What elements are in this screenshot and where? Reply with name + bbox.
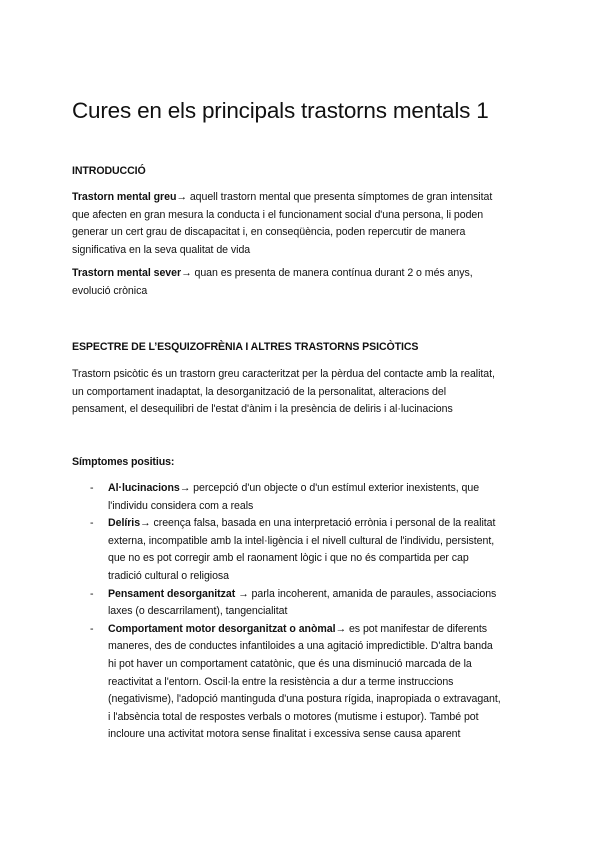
psychotic-disorder-definition <box>72 366 532 419</box>
list-item-line: incloure una activitat motora sense finalitat i excessiva sense causa aparent <box>108 728 461 741</box>
arrow-icon: → <box>181 267 192 279</box>
arrow-icon: → <box>179 482 191 494</box>
definition-line: evolució crònica <box>72 284 148 297</box>
definition-line <box>72 189 532 207</box>
symptom-term: Delíris <box>108 517 141 530</box>
paragraph-line: un comportament inadaptat, la desorganització de la personalitat, alteracions del <box>72 385 447 398</box>
dash-bullet-icon: - <box>90 482 94 494</box>
list-item-line: reactivitat a l'entorn. Oscil·la entre la resistència a dur a terme instruccions <box>108 675 454 688</box>
list-item-line <box>108 480 542 498</box>
sever-disorder-definition <box>72 265 532 300</box>
list-item-line <box>108 515 542 533</box>
dash-bullet-icon: - <box>90 587 94 600</box>
list-item-line: (negativisme), l'adopció mantinguda d'una postura rígida, inapropiada o extravagant, <box>108 693 501 706</box>
symptom-text: percepció d'un objecte o d'un estímul exterior inexistents, que <box>190 482 480 494</box>
arrow-icon: → <box>176 191 187 203</box>
definition-term: Trastorn mental greu <box>72 191 177 203</box>
list-item <box>72 480 542 515</box>
arrow-icon: → <box>235 587 249 600</box>
positive-symptoms-list <box>72 480 542 744</box>
spectrum-heading: ESPECTRE DE L’ESQUIZOFRÈNIA I ALTRES TRASTORNS PSICÒTICS <box>72 341 419 353</box>
definition-text: quan es presenta de manera contínua durant 2 o més anys, <box>191 267 473 279</box>
list-item-line <box>108 621 542 639</box>
list-item-line: tradició cultural o religiosa <box>108 569 230 582</box>
definition-line: que afecten en gran mesura la conducta i el funcionament social d'una persona, li poden <box>72 208 484 221</box>
dash-bullet-icon: - <box>90 517 94 530</box>
list-item-line: externa, incompatible amb la intel·ligència i el nivell cultural de l'individu, persistent, <box>108 534 495 547</box>
list-item-line: hi pot haver un comportament catatònic, que és una disminució marcada de la <box>108 657 472 670</box>
paragraph-line: pensament, el desequilibri de l'estat d'ànim i la presència de deliris i al·lucinacions <box>72 403 453 416</box>
list-item-line: maneres, des de conductes infantiloides a una agitació impredictible. D'altra banda <box>108 640 493 653</box>
severe-disorder-definition <box>72 189 532 260</box>
definition-line <box>72 265 532 283</box>
definition-term: Trastorn mental sever <box>72 267 182 279</box>
symptom-text: es pot manifestar de diferents <box>346 622 488 635</box>
symptom-term: Al·lucinacions <box>108 482 180 494</box>
symptom-text: creença falsa, basada en una interpretació errònia i personal de la realitat <box>150 517 496 530</box>
list-item <box>72 621 542 744</box>
list-item-line: que no es pot corregir amb el raonament lògic i que no és compartida per cap <box>108 552 469 565</box>
definition-text: aquell trastorn mental que presenta símptomes de gran intensitat <box>186 191 493 203</box>
symptom-term: Comportament motor desorganitzat o anòmal <box>108 622 336 635</box>
list-item-line: l'individu considera com a reals <box>108 499 254 512</box>
paragraph-line: Trastorn psicòtic és un trastorn greu caracteritzat per la pèrdua del contacte amb la realitat, <box>72 368 495 380</box>
list-item <box>72 586 542 621</box>
definition-line: generar un cert grau de discapacitat i, en conseqüència, poden repercutir de manera <box>72 226 466 239</box>
symptom-text: parla incoherent, amanida de paraules, associacions <box>248 587 497 600</box>
positive-symptoms-heading: Símptomes positius: <box>72 456 175 468</box>
dash-bullet-icon: - <box>90 622 94 635</box>
list-item <box>72 515 542 585</box>
intro-heading: INTRODUCCIÓ <box>72 165 146 177</box>
arrow-icon: → <box>335 622 347 635</box>
list-item-line <box>108 586 542 604</box>
definition-line: significativa en la seva qualitat de vida <box>72 244 251 257</box>
list-item-line: laxes (o descarrilament), tangencialitat <box>108 605 288 618</box>
document-title: Cures en els principals trastorns mentals 1 <box>72 98 489 123</box>
arrow-icon: → <box>140 517 151 530</box>
list-item-line: i l'absència total de respostes verbals o motores (mutisme i estupor). També pot <box>108 710 479 723</box>
symptom-term: Pensament desorganitzat <box>108 587 236 600</box>
